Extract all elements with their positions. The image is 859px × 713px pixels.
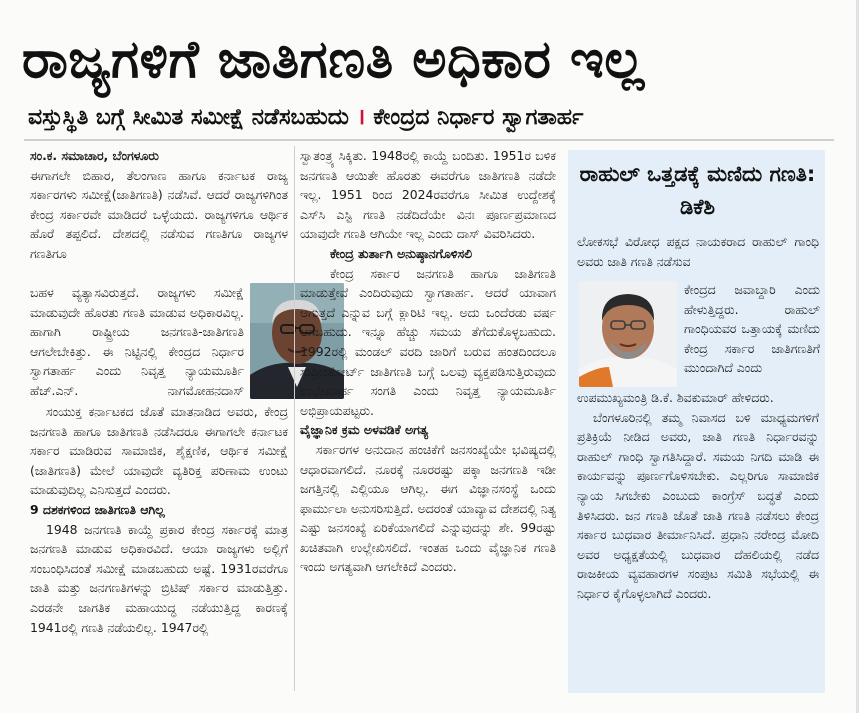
sidebar-paragraph-top: ಲೋಕಸಭೆ ವಿರೋಧ ಪಕ್ಷದ ನಾಯಕರಾದ ರಾಹುಲ್ ಗಾಂಧಿ ಅವರು ಜಾತಿ ಗಣತಿ ನಡೆಸುವ	[577, 234, 819, 269]
sidebar-paragraph-right: ಕೇಂದ್ರದ ಜವಾಬ್ದಾರಿ ಎಂದು ಹೇಳುತ್ತಿದ್ದರು. ರಾಹುಲ್ ಗಾಂಧಿಯವರ ಒತ್ತಾಯಕ್ಕೆ ಮಣಿದು ಕೇಂದ್ರ ಸರ್ಕಾರ ಜಾತಿಗಣತಿಗೆ ಮುಂದಾಗಿದೆ ಎಂದು	[684, 282, 820, 376]
article-paragraph: ಸ್ವಾತಂತ್ರ್ಯ ಸಿಕ್ಕಿತು. 1948ರಲ್ಲಿ ಕಾಯ್ದೆ ಬಂದಿತು. 1951ರ ಬಳಿಕ ಜನಗಣತಿ ಆಯಿತೇ ಹೊರತು ಈವರೆಗೂ ಜಾತಿಗಣತಿ ನಡೆದೇ ಇಲ್ಲ. 1951 ರಿಂದ 2024ರವರೆಗೂ ಸೀಮಿತ ಉದ್ದೇಶಕ್ಕೆ ಎಸ್‌ಸಿ ಎಸ್ಟಿ ಗಣತಿ ನಡೆದಿದೆಯೇ ವಿನಃ ಪೂರ್ಣಪ್ರಮಾಣದ ಯಾವುದೇ ಗಣತಿ ಆಗಿಯೇ ಇಲ್ಲ ಎಂದು ದಾಸ್ ವಿವರಿಸಿದರು.	[300, 148, 556, 242]
article-paragraph: 1948 ಜನಗಣತಿ ಕಾಯ್ದೆ ಪ್ರಕಾರ ಕೇಂದ್ರ ಸರ್ಕಾರಕ್ಕೆ ಮಾತ್ರ ಜನಗಣತಿ ಮಾಡುವ ಅಧಿಕಾರವಿದೆ. ಆಯಾ ರಾಜ್ಯಗಳು ಅಲ್ಲಿಗೆ ಸಂಬಂಧಿಸಿದಂತೆ ಸಮೀಕ್ಷೆ ಮಾಡಬಹುದು ಅಷ್ಟೆ. 1931ರವರೆಗೂ ಜಾತಿ ಮತ್ತು ಜನಗಣತಿಗಳನ್ನು ಬ್ರಿಟಿಷ್ ಸರ್ಕಾರ ಮಾಡುತ್ತಿತ್ತು. ಎರಡನೇ ಜಾಗತಿಕ ಮಹಾಯುದ್ಧ ನಡೆಯುತ್ತಿದ್ದ ಕಾರಣಕ್ಕೆ 1941ರಲ್ಲಿ ಗಣತಿ ನಡೆಯಲಿಲ್ಲ. 1947ರಲ್ಲಿ	[30, 521, 288, 635]
column-divider	[294, 146, 295, 691]
article-column-1	[30, 146, 288, 283]
portrait-dk-shivakumar-image	[579, 281, 677, 387]
subheadline-left: ವಸ್ತುಸ್ಥಿತಿ ಬಗ್ಗೆ ಸೀಮಿತ ಸಮೀಕ್ಷೆ ನಡೆಸಬಹುದು	[28, 105, 349, 130]
article-paragraph: ಈಗಾಗಲೇ ಬಿಹಾರ, ತೆಲಂಗಾಣ ಹಾಗೂ ಕರ್ನಾಟಕ ರಾಜ್ಯ ಸರ್ಕಾರಗಳು ಸಮೀಕ್ಷೆ(ಜಾತಿಗಣತಿ) ನಡೆಸಿವೆ. ಆದರೆ ರಾಜ್ಯಗಳಿಗಿಂತ ಕೇಂದ್ರ ಸರ್ಕಾರವೇ ಮಾಡಿದರೆ ಒಳ್ಳೆಯದು. ರಾಜ್ಯಗಳಿಗೂ ಆರ್ಥಿಕ ಹೊರೆ ತಪ್ಪಲಿದೆ. ದೇಶದಲ್ಲಿ ನಡೆಸುವ ಗಣತಿಗೂ ರಾಜ್ಯಗಳ ಗಣತಿಗೂ	[30, 167, 288, 261]
subheadline-separator: ।	[356, 105, 366, 130]
sidebar-paragraph-bottom	[577, 388, 819, 688]
article-paragraph: ಸಂಯುಕ್ತ ಕರ್ನಾಟಕದ ಜೊತೆ ಮಾತನಾಡಿದ ಅವರು, ಕೇಂದ್ರ ಜನಗಣತಿ ಹಾಗೂ ಜಾತಿಗಣತಿ ನಡೆಸಿದರೂ ಈಗಾಗಲೇ ಕರ್ನಾಟಕ ಸರ್ಕಾರ ಮಾಡಿರುವ ಸಾಮಾಜಿಕ, ಶೈಕ್ಷಣಿಕ, ಆರ್ಥಿಕ ಸಮೀಕ್ಷೆ (ಜಾತಿಗಣತಿ) ಮೇಲೆ ಯಾವುದೇ ವ್ಯತಿರಿಕ್ತ ಪರಿಣಾಮ ಉಂಟು ಮಾಡುವುದಿಲ್ಲ ಎನಿಸುತ್ತದೆ ಎಂದರು.	[30, 404, 288, 498]
article-paragraph: ಕೇಂದ್ರ ಸರ್ಕಾರ ಜನಗಣತಿ ಹಾಗೂ ಜಾತಿಗಣತಿ ಮಾಡುತ್ತೇವೆ ಎಂದಿರುವುದು ಸ್ವಾಗತಾರ್ಹ. ಆದರೆ ಯಾವಾಗ ಆಗುತ್ತದೆ ಎನ್ನುವ ಬಗ್ಗೆ ಕ್ಲಾರಿಟಿ ಇಲ್ಲ. ಅದು ಒಂದೆರಡು ವರ್ಷ ಆಗಬಹುದು. ಇನ್ನೂ ಹೆಚ್ಚು ಸಮಯ ತೆಗೆದುಕೊಳ್ಳಬಹುದು. 1992ರಲ್ಲಿ ಮಂಡಲ್ ವರದಿ ಜಾರಿಗೆ ಬರುವ ಹಂತದಿಂದಲೂ ಸುಪ್ರೀಂಕೋರ್ಟ್ ಜಾತಿಗಣತಿ ಬಗ್ಗೆ ಒಲವು ವ್ಯಕ್ತಪಡಿಸುತ್ತಿರುವುದು ಉಲ್ಲೇಖಾರ್ಹ ಸಂಗತಿ ಎಂದು ನಿವೃತ್ತ ನ್ಯಾಯಮೂರ್ತಿ ಅಭಿಪ್ರಾಯಪಟ್ಟರು.	[300, 265, 556, 418]
subheading-kicker: ಕೇಂದ್ರ ತುರ್ತಾಗಿ ಅನುಷ್ಠಾನಗೊಳಿಸಲಿ	[330, 245, 472, 261]
article-paragraph: ಸರ್ಕಾರಗಳ ಅನುದಾನ ಹಂಚಿಕೆಗೆ ಜನಸಂಖ್ಯೆಯೇ ಭವಿಷ್ಯದಲ್ಲಿ ಆಧಾರವಾಗಲಿದೆ. ನೂರಕ್ಕೆ ನೂರರಷ್ಟು ಪಕ್ಕಾ ಜನಗಣತಿ ಇಡೀ ಜಗತ್ತಿನಲ್ಲಿ ಎಲ್ಲಿಯೂ ಆಗಿಲ್ಲ. ಈಗ ವಿಜ್ಞಾನಸಂಸ್ಥೆ ಒಂದು ಫಾರ್ಮುಲಾ ಅನುಸರಿಸುತ್ತಿದೆ. ಅದರಂತೆ ಯಾವ್ಯಾವ ದೇಶದಲ್ಲಿ ನಿತ್ಯ ಎಷ್ಟು ಜನಸಂಖ್ಯೆ ಏರಿಕೆಯಾಗಲಿದೆ ಎನ್ನುವುದನ್ನು ಶೇ. 99ರಷ್ಟು ಖಚಿತವಾಗಿ ಉಲ್ಲೇಖಿಸಲಿದೆ. ಇಂತಹ ಒಂದು ವೈಜ್ಞಾನಿಕ ಗಣತಿ ಇಂದು ಅಗತ್ಯವಾಗಿ ಆಗಲೇಕಿದೆ ಎಂದರು.	[300, 441, 556, 575]
header-rule	[24, 139, 834, 141]
sidebar-paragraph: ಉಪಮುಖ್ಯಮಂತ್ರಿ ಡಿ.ಕೆ. ಶಿವಕುಮಾರ್ ಹೇಳಿದರು.	[577, 390, 774, 405]
article-paragraph: ಬಹಳ ವ್ಯತ್ಯಾಸವಿರುತ್ತದೆ. ರಾಜ್ಯಗಳು ಸಮೀಕ್ಷೆ ಮಾಡುವುದೇ ಹೊರತು ಗಣತಿ ಮಾಡುವ ಅಧಿಕಾರವಿಲ್ಲ. ಹಾಗಾಗಿ ರಾಷ್ಟ್ರೀಯ ಜನಗಣತಿ-ಜಾತಿಗಣತಿ ಆಗಲೇಬೇಕಿತ್ತು. ಈ ನಿಟ್ಟಿನಲ್ಲಿ ಕೇಂದ್ರದ ನಿರ್ಧಾರ ಸ್ವಾಗತಾರ್ಹ ಎಂದು ನಿವೃತ್ತ ನ್ಯಾಯಮೂರ್ತಿ ಹೆಚ್.ಎನ್. ನಾಗಮೋಹನದಾಸ್	[30, 285, 244, 398]
article-column-2	[300, 146, 556, 694]
subheadline	[28, 100, 833, 136]
subheading-kicker: ವೈಜ್ಞಾನಿಕ ಕ್ರಮ ಅಳವಡಿಕೆ ಅಗತ್ಯ	[300, 422, 429, 438]
subheading-kicker: 9 ದಶಕಗಳಿಂದ ಜಾತಿಗಣತಿ ಆಗಿಲ್ಲ	[30, 501, 165, 517]
sidebar-paragraph: ಬೆಂಗಳೂರಿನಲ್ಲಿ ತಮ್ಮ ನಿವಾಸದ ಬಳಿ ಮಾಧ್ಯಮಗಳಿಗೆ ಪ್ರತಿಕ್ರಿಯೆ ನೀಡಿದ ಅವರು, ಜಾತಿ ಗಣತಿ ನಿರ್ಧಾರವನ್ನು ರಾಹುಲ್ ಗಾಂಧಿ ಸ್ವಾಗತಿಸಿದ್ದಾರೆ. ಸಮಯ ನಿಗದಿ ಮಾಡಿ ಈ ಕಾರ್ಯವನ್ನು ಪೂರ್ಣಗೊಳಿಸಬೇಕು. ಎಲ್ಲರಿಗೂ ಸಾಮಾಜಿಕ ನ್ಯಾಯ ಸಿಗಬೇಕು ಎಂಬುದು ಕಾಂಗ್ರೆಸ್ ಬದ್ಧತೆ ಎಂದು ತಿಳಿಸಿದರು. ಜನ ಗಣತಿ ಜೊತೆ ಜಾತಿ ಗಣತಿ ನಡೆಸಲು ಕೇಂದ್ರ ಸರ್ಕಾರ ಬುಧವಾರ ತೀರ್ಮಾನಿಸಿದೆ. ಪ್ರಧಾನಿ ನರೇಂದ್ರ ಮೋದಿ ಅವರ ಅಧ್ಯಕ್ಷತೆಯಲ್ಲಿ ಬುಧವಾರ ದೆಹಲಿಯಲ್ಲಿ ನಡೆದ ರಾಜಕೀಯ ವ್ಯವಹಾರಗಳ ಸಂಪುಟ ಸಮಿತಿ ಸಭೆಯಲ್ಲಿ ಈ ನಿರ್ಧಾರ ಕೈಗೊಳ್ಳಲಾಗಿದೆ ಎಂದರು.	[577, 409, 819, 601]
byline: ಸಂ.ಕ. ಸಮಾಚಾರ, ಬೆಂಗಳೂರು	[30, 148, 159, 163]
headline: ರಾಜ್ಯಗಳಿಗೆ ಜಾತಿಗಣತಿ ಅಧಿಕಾರ ಇಲ್ಲ	[22, 30, 645, 90]
portrait-photo-dk-shivakumar	[579, 281, 677, 387]
article-column-1-wrap	[30, 283, 244, 401]
sidebar-title: ರಾಹುಲ್ ಒತ್ತಡಕ್ಕೆ ಮಣಿದು ಗಣತಿ: ಡಿಕೆಶಿ	[579, 162, 816, 219]
article-column-1-lower	[30, 402, 288, 694]
subheadline-right: ಕೇಂದ್ರದ ನಿರ್ಧಾರ ಸ್ವಾಗತಾರ್ಹ	[373, 105, 584, 130]
